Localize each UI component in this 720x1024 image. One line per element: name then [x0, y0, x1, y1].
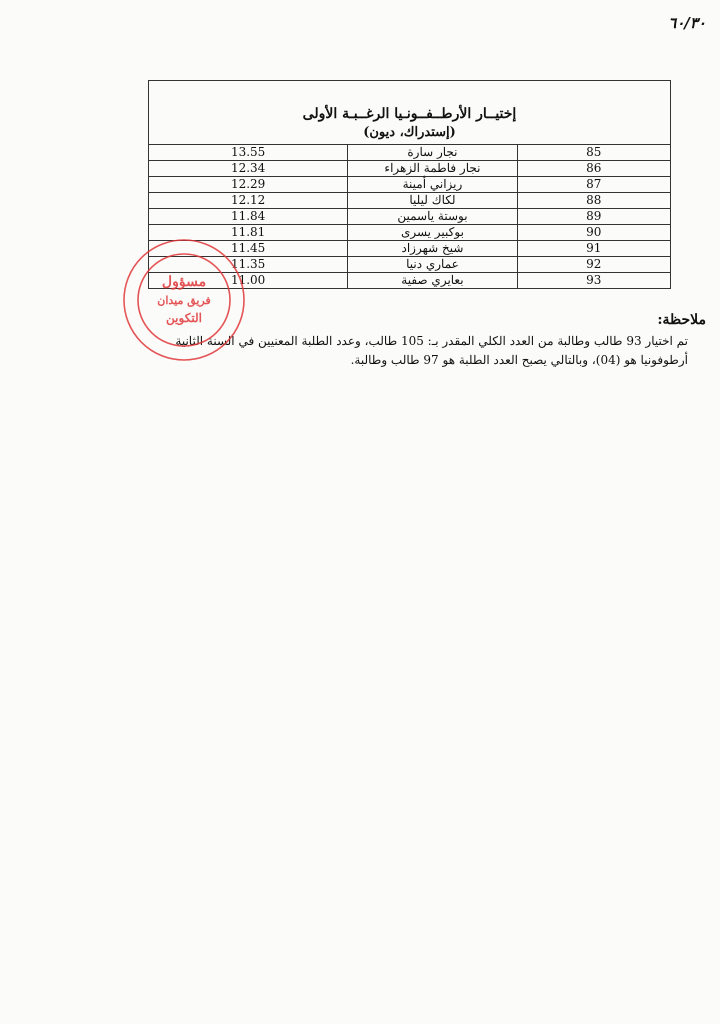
- row-number: 87: [517, 177, 670, 193]
- student-grade: 12.12: [149, 193, 348, 209]
- page-number: ٦٠/٣٠: [668, 14, 706, 32]
- table-title-cell: [149, 81, 671, 145]
- student-name: بوستة ياسمين: [348, 209, 517, 225]
- student-name: لكاك ليليا: [348, 193, 517, 209]
- student-grade: 12.34: [149, 161, 348, 177]
- student-name: ريزاني أمينة: [348, 177, 517, 193]
- student-name: نجار سارة: [348, 145, 517, 161]
- table-row: [149, 177, 671, 193]
- official-stamp: [120, 236, 248, 364]
- student-name: بعايري صفية: [348, 273, 517, 289]
- student-name: شيخ شهرزاد: [348, 241, 517, 257]
- table-row: [149, 145, 671, 161]
- table-title: إختيــار الأرطــفــونـيا الرغــبـة الأولى: [302, 106, 517, 122]
- row-number: 93: [517, 273, 670, 289]
- student-grade: 12.29: [149, 177, 348, 193]
- row-number: 85: [517, 145, 670, 161]
- row-number: 90: [517, 225, 670, 241]
- row-number: 86: [517, 161, 670, 177]
- student-name: بوكبير يسرى: [348, 225, 517, 241]
- row-number: 92: [517, 257, 670, 273]
- row-number: 89: [517, 209, 670, 225]
- note-heading: ملاحظة:: [657, 312, 706, 328]
- table-row: [149, 193, 671, 209]
- table-row: [149, 161, 671, 177]
- student-name: نجار فاطمة الزهراء: [348, 161, 517, 177]
- table-row: [149, 209, 671, 225]
- note-text: تم اختيار 93 طالب وطالبة من العدد الكلي المقدر بـ: 105 طالب، وعدد الطلبة المعنيين في السنة الثانية أرطوفونيا هو (04)، وبالتالي يصبح العدد الطلبة هو 97 طالب وطالبة.: [175, 334, 688, 367]
- student-grade: 11.84: [149, 209, 348, 225]
- row-number: 91: [517, 241, 670, 257]
- stamp-text: مسؤول: [161, 274, 207, 290]
- student-grade: 13.55: [149, 145, 348, 161]
- student-grade: 11.45: [149, 241, 348, 257]
- student-grade: 11.81: [149, 225, 348, 241]
- stamp-text: التكوين: [166, 311, 202, 325]
- student-name: عماري دنيا: [348, 257, 517, 273]
- student-grade: 11.35: [149, 257, 348, 273]
- row-number: 88: [517, 193, 670, 209]
- stamp-text: فريق ميدان: [157, 294, 211, 307]
- student-grade: 11.00: [149, 273, 348, 289]
- table-subtitle: (إستدراك، ديون): [363, 125, 456, 140]
